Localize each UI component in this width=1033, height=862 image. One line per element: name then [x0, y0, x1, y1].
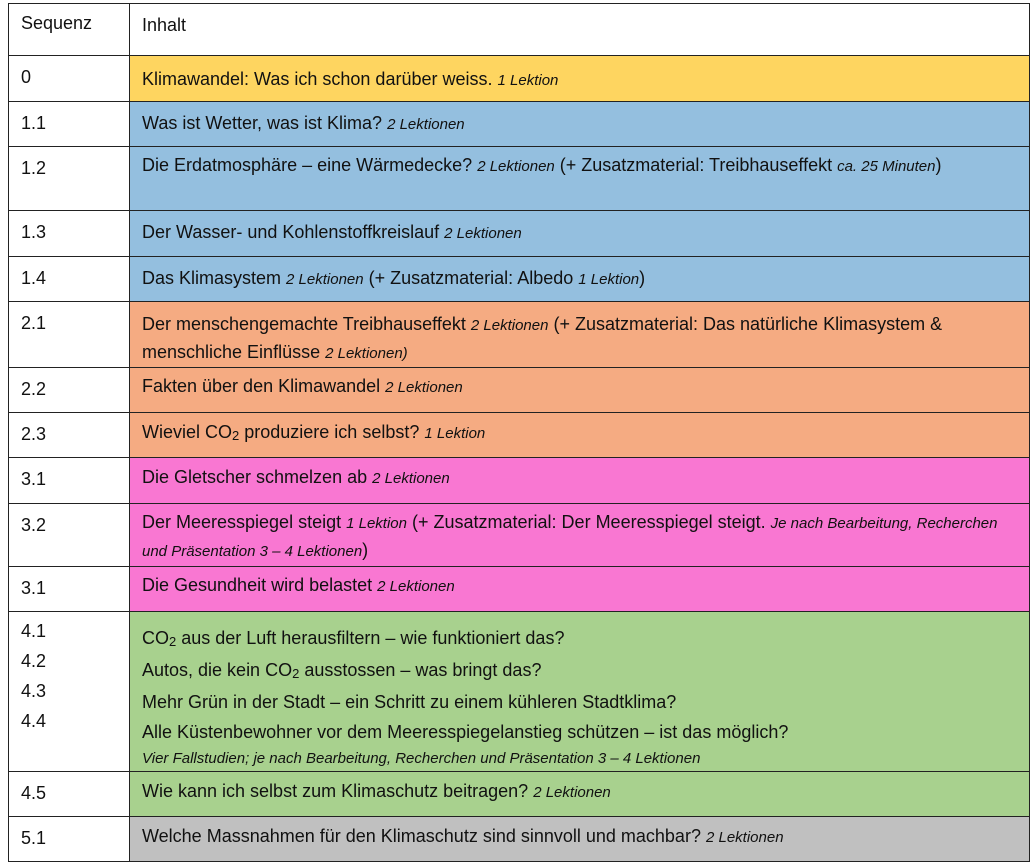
table-row: [9, 458, 1030, 504]
curriculum-table: [8, 3, 1030, 862]
row-sequence: 3.2: [9, 504, 130, 567]
table-row: [9, 211, 1030, 257]
row-title: Fakten über den Klimawandel: [142, 376, 381, 396]
table-row: [9, 302, 1030, 368]
subscript: 2: [169, 634, 177, 649]
table-row: [9, 56, 1030, 102]
row-content: [130, 817, 1030, 862]
row-content: [130, 567, 1030, 612]
row-duration: 2 Lektionen: [387, 116, 465, 133]
row-sequence: 2.2: [9, 368, 130, 413]
row-extra: (+ Zusatzmaterial: Treibhauseffekt: [559, 155, 833, 175]
row-content: [130, 612, 1030, 772]
row-extra-duration: 1 Lektion: [578, 271, 640, 288]
case-text: Autos, die kein CO: [142, 660, 293, 680]
case-line: Alle Küstenbewohner vor dem Meeresspiegelanstieg schützen – ist das möglich?: [142, 722, 789, 742]
row-extra: (+ Zusatzmaterial: Albedo: [368, 268, 574, 288]
row-sequence: 5.1: [9, 817, 130, 862]
row-duration: 2 Lektionen: [705, 829, 784, 846]
row-sequence: 1.1: [9, 102, 130, 147]
row-duration: 2 Lektionen: [377, 578, 455, 595]
row-title-part: Wieviel CO: [142, 422, 233, 442]
row-content: [130, 504, 1030, 567]
row-sequence: 3.1: [9, 458, 130, 504]
row-sequence: 1.2: [9, 147, 130, 211]
row-close: ): [639, 268, 646, 288]
seq-line: 4.3: [21, 681, 47, 701]
row-title: Der Meeresspiegel steigt: [142, 512, 342, 532]
row-close: ): [362, 540, 369, 560]
table-row: [9, 147, 1030, 211]
row-title: Welche Massnahmen für den Klimaschutz sind sinnvoll und machbar?: [142, 826, 701, 846]
row-duration: 2 Lektionen: [444, 225, 522, 242]
row-sequence: 1.3: [9, 211, 130, 257]
case-text: aus der Luft herausfiltern – wie funktioniert das?: [176, 628, 565, 648]
row-extra-duration: Je nach Bearbeitung, Recherchen und Präsentation 3 – 4 Lektionen: [142, 515, 998, 560]
row-title: Der Wasser- und Kohlenstoffkreislauf: [142, 222, 440, 242]
table-header-row: [9, 4, 1030, 56]
row-title: Die Gesundheit wird belastet: [142, 575, 373, 595]
row-content: [130, 102, 1030, 147]
header-sequence: Sequenz: [9, 4, 130, 56]
row-title: Der menschengemachte Treibhauseffekt: [142, 314, 466, 334]
row-duration: 1 Lektion: [346, 515, 407, 532]
case-text: ausstossen – was bringt das?: [299, 660, 542, 680]
seq-line: 4.2: [21, 651, 47, 671]
row-content: [130, 413, 1030, 458]
table-row: [9, 257, 1030, 302]
row-title: Das Klimasystem: [142, 268, 282, 288]
table-row: [9, 368, 1030, 413]
row-duration: 1 Lektion: [497, 72, 559, 89]
row-sequence: 4.5: [9, 772, 130, 817]
row-sequence: 3.1: [9, 567, 130, 612]
row-content: [130, 56, 1030, 102]
seq-line: 4.4: [21, 711, 47, 731]
row-title: Was ist Wetter, was ist Klima?: [142, 113, 383, 133]
row-duration: 2 Lektionen: [533, 784, 611, 801]
row-content: [130, 772, 1030, 817]
row-title: Die Gletscher schmelzen ab: [142, 467, 368, 487]
table-row: [9, 772, 1030, 817]
table-row: [9, 504, 1030, 567]
row-duration: 2 Lektionen: [372, 470, 450, 487]
row-sequence: 0: [9, 56, 130, 102]
table-row: [9, 612, 1030, 772]
subscript: 2: [232, 428, 240, 443]
row-extra-duration: ca. 25 Minuten: [837, 158, 936, 175]
row-extra: (+ Zusatzmaterial: Der Meeresspiegel steigt.: [412, 512, 766, 532]
row-title-part: produziere ich selbst?: [239, 422, 420, 442]
case-line: [142, 623, 1017, 655]
row-sequence: 2.3: [9, 413, 130, 458]
table-row: [9, 817, 1030, 862]
row-duration: 2 Lektionen: [477, 158, 555, 175]
row-content: [130, 147, 1030, 211]
row-sequence: 2.1: [9, 302, 130, 368]
row-content: [130, 257, 1030, 302]
row-sequence: [9, 612, 130, 772]
row-content: [130, 458, 1030, 504]
row-content: [130, 368, 1030, 413]
case-line: [142, 655, 1017, 687]
table-row: [9, 567, 1030, 612]
row-duration: 1 Lektion: [424, 425, 486, 442]
row-content: [130, 302, 1030, 368]
row-extra: (+ Zusatzmaterial: Das natürliche Klimasystem & menschliche Einflüsse: [142, 314, 943, 362]
header-content: Inhalt: [130, 4, 1030, 56]
table-row: [9, 102, 1030, 147]
row-content: [130, 211, 1030, 257]
row-duration: 2 Lektionen: [385, 379, 463, 396]
row-title: Wie kann ich selbst zum Klimaschutz beitragen?: [142, 781, 529, 801]
seq-line: 4.1: [21, 621, 47, 641]
table-row: [9, 413, 1030, 458]
row-title: Klimawandel: Was ich schon darüber weiss.: [142, 69, 493, 89]
row-extra-duration: 2 Lektionen): [325, 345, 408, 362]
row-title: Die Erdatmosphäre – eine Wärmedecke?: [142, 155, 473, 175]
case-note: Vier Fallstudien; je nach Bearbeitung, Recherchen und Präsentation 3 – 4 Lektionen: [142, 750, 701, 767]
case-text: CO: [142, 628, 169, 648]
row-close: ): [935, 155, 942, 175]
row-duration: 2 Lektionen: [286, 271, 364, 288]
case-line: Mehr Grün in der Stadt – ein Schritt zu einem kühleren Stadtklima?: [142, 692, 677, 712]
row-title: [142, 422, 419, 442]
row-sequence: 1.4: [9, 257, 130, 302]
subscript: 2: [292, 666, 300, 681]
row-duration: 2 Lektionen: [470, 317, 549, 334]
